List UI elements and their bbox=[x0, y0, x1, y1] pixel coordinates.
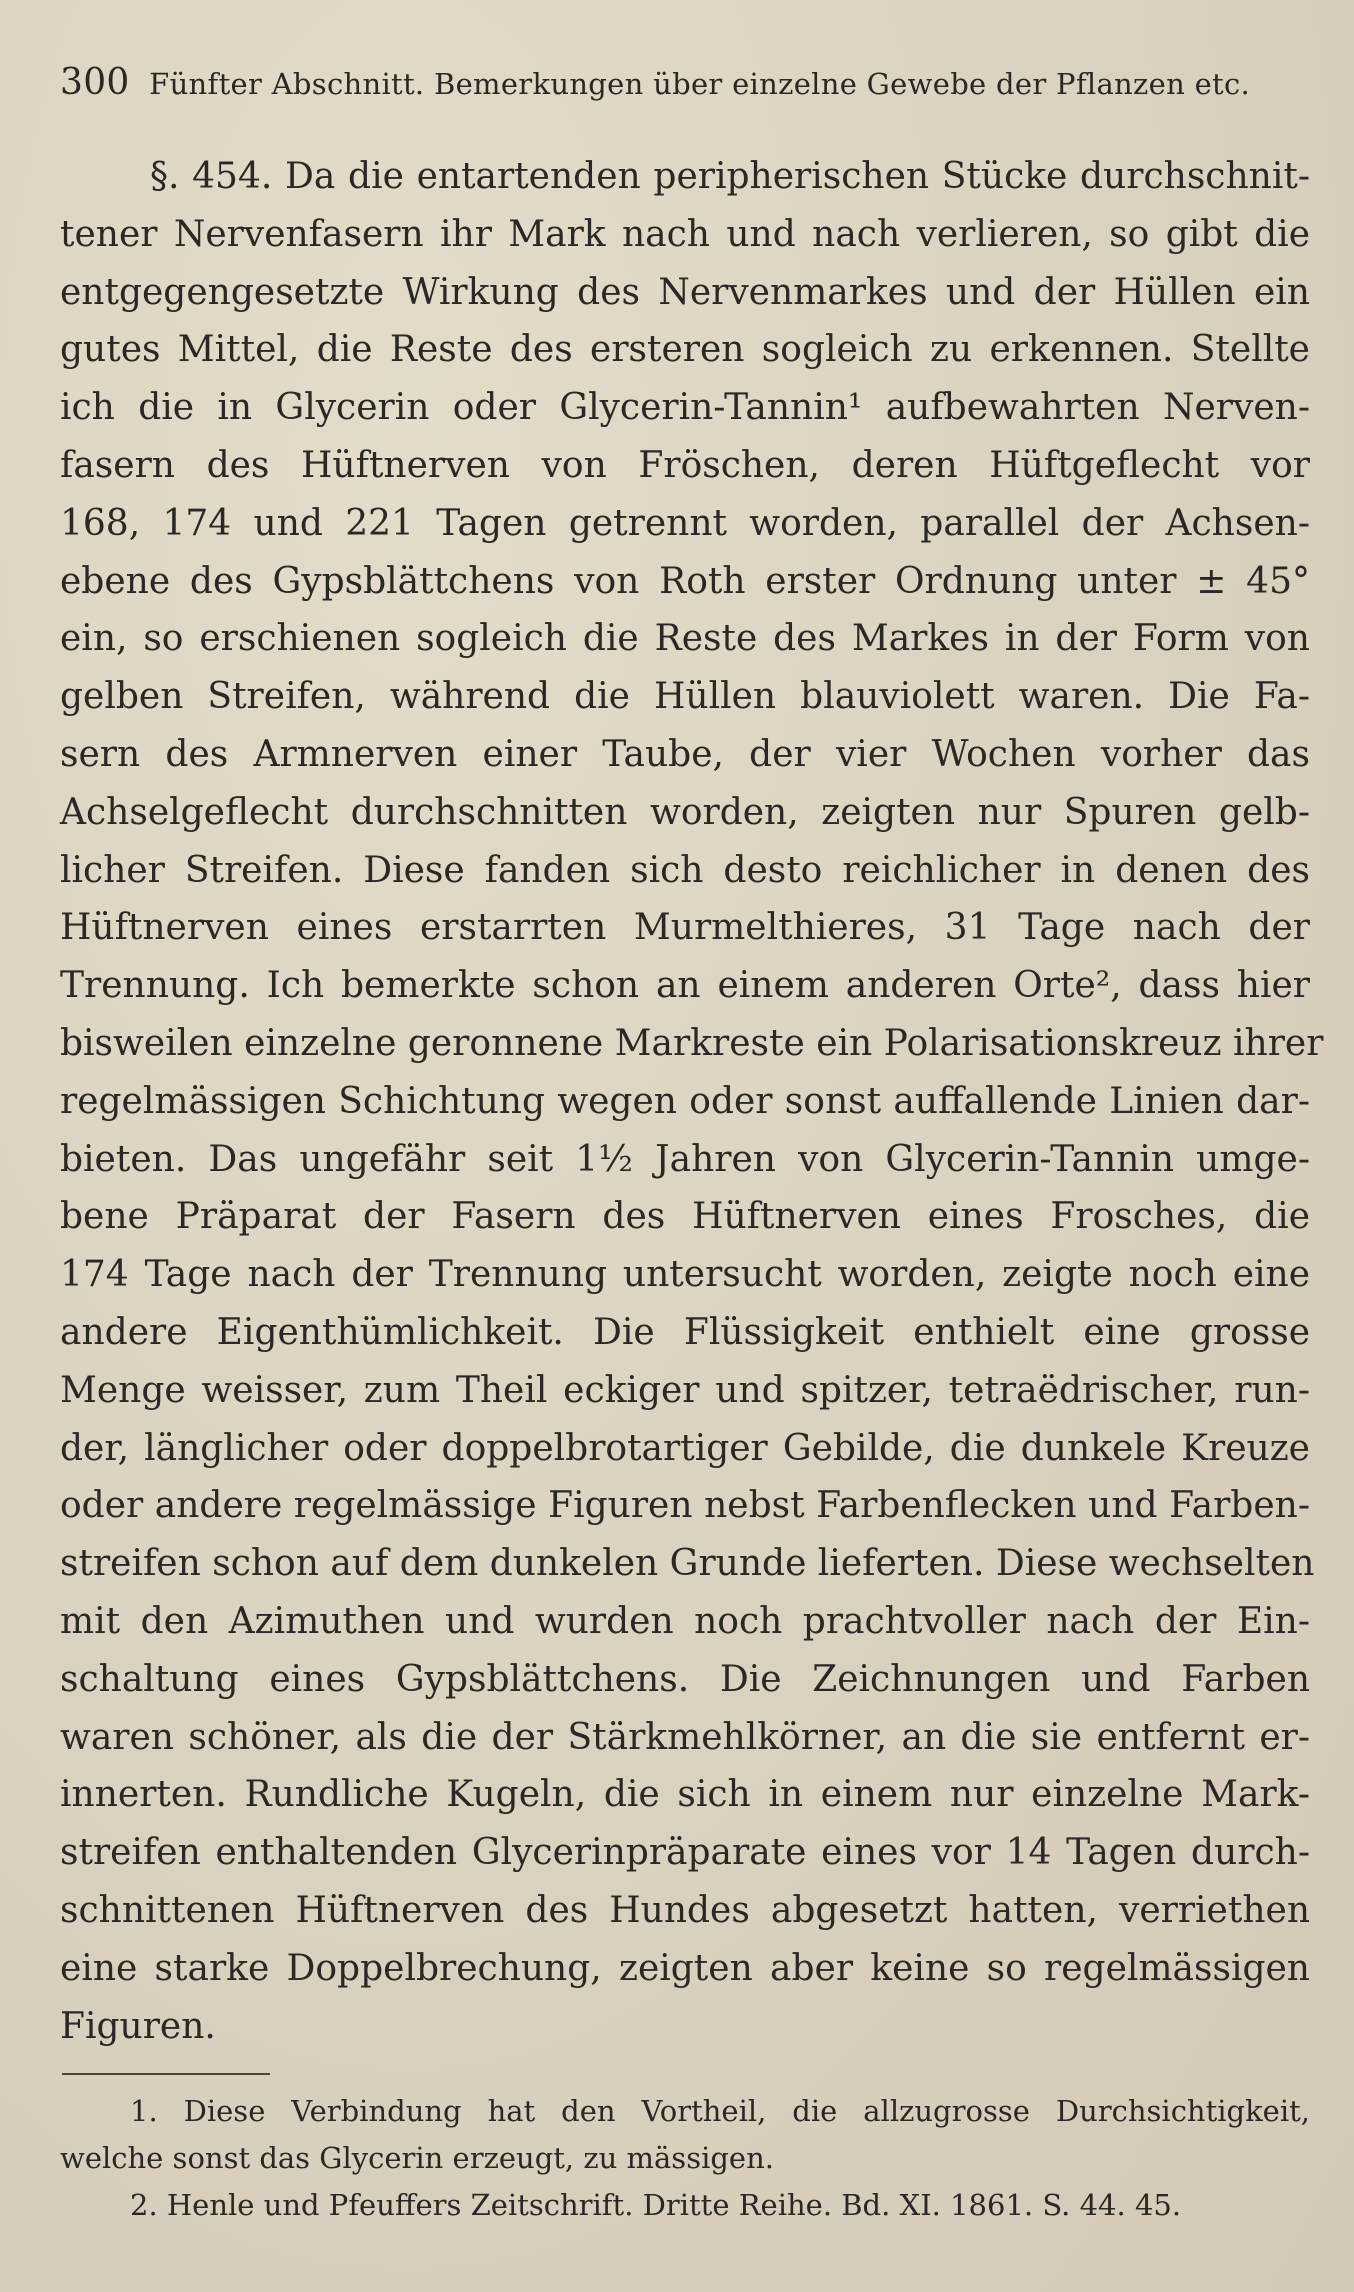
text-line: bieten. Das ungefähr seit 1½ Jahren von Glycerin-Tannin umge- bbox=[60, 1138, 1310, 1180]
text-line: entgegengesetzte Wirkung des Nervenmarkes und der Hüllen ein bbox=[60, 271, 1310, 313]
text-line: streifen schon auf dem dunkelen Grunde lieferten. Diese wechselten bbox=[60, 1543, 1315, 1585]
text-line: §. 454. Da die entartenden peripherischen Stücke durchschnit- bbox=[150, 156, 1310, 197]
text-line: Figuren. bbox=[60, 2005, 216, 2047]
text-line: streifen enthaltenden Glycerinpräparate eines vor 14 Tagen durch- bbox=[60, 1832, 1310, 1874]
text-line: Menge weisser, zum Theil eckiger und spitzer, tetraëdrischer, run- bbox=[60, 1369, 1310, 1411]
text-line: Hüftnerven eines erstarrten Murmelthieres, 31 Tage nach der bbox=[60, 907, 1310, 949]
footnote-1-line-2: welche sonst das Glycerin erzeugt, zu mässigen. bbox=[60, 2141, 774, 2175]
text-line: tener Nervenfasern ihr Mark nach und nach verlieren, so gibt die bbox=[60, 213, 1310, 255]
running-title: Fünfter Abschnitt. Bemerkungen über einzelne Gewebe der Pflanzen etc. bbox=[149, 67, 1251, 101]
section-454-paragraph bbox=[60, 148, 1324, 2055]
text-line: sern des Armnerven einer Taube, der vier Wochen vorher das bbox=[60, 733, 1310, 775]
footnote-divider bbox=[62, 2073, 270, 2075]
text-line: der, länglicher oder doppelbrotartiger Gebilde, die dunkele Kreuze bbox=[60, 1427, 1310, 1469]
footnote-2: 2. Henle und Pfeuffers Zeitschrift. Dritte Reihe. Bd. XI. 1861. S. 44. 45. bbox=[130, 2188, 1182, 2222]
text-line: ich die in Glycerin oder Glycerin-Tannin¹ aufbewahrten Nerven- bbox=[60, 387, 1310, 429]
text-line: 168, 174 und 221 Tagen getrennt worden, parallel der Achsen- bbox=[60, 502, 1310, 544]
text-line: andere Eigenthümlichkeit. Die Flüssigkeit enthielt eine grosse bbox=[60, 1311, 1310, 1353]
text-line: fasern des Hüftnerven von Fröschen, deren Hüftgeflecht vor bbox=[60, 444, 1310, 486]
text-line: oder andere regelmässige Figuren nebst Farbenflecken und Farben- bbox=[60, 1485, 1310, 1527]
text-line: bisweilen einzelne geronnene Markreste ein Polarisationskreuz ihrer bbox=[60, 1022, 1324, 1064]
text-line: gelben Streifen, während die Hüllen blauviolett waren. Die Fa- bbox=[60, 676, 1310, 718]
text-line: Achselgeflecht durchschnitten worden, zeigten nur Spuren gelb- bbox=[60, 791, 1310, 833]
text-line: regelmässigen Schichtung wegen oder sonst auffallende Linien dar- bbox=[60, 1080, 1310, 1122]
text-line: Trennung. Ich bemerkte schon an einem anderen Orte², dass hier bbox=[60, 965, 1310, 1007]
text-line: schaltung eines Gypsblättchens. Die Zeichnungen und Farben bbox=[60, 1658, 1310, 1700]
page-number: 300 bbox=[60, 62, 130, 103]
text-line: waren schöner, als die der Stärkmehlkörner, an die sie entfernt er- bbox=[60, 1716, 1310, 1758]
text-line: innerten. Rundliche Kugeln, die sich in einem nur einzelne Mark- bbox=[60, 1774, 1310, 1816]
text-line: mit den Azimuthen und wurden noch prachtvoller nach der Ein- bbox=[60, 1600, 1310, 1642]
footnotes bbox=[60, 2088, 1310, 2229]
text-line: schnittenen Hüftnerven des Hundes abgesetzt hatten, verriethen bbox=[60, 1889, 1310, 1931]
text-line: ein, so erschienen sogleich die Reste des Markes in der Form von bbox=[60, 618, 1310, 660]
running-header bbox=[60, 62, 1310, 103]
text-line: eine starke Doppelbrechung, zeigten aber keine so regelmässigen bbox=[60, 1947, 1310, 1989]
text-line: bene Präparat der Fasern des Hüftnerven eines Frosches, die bbox=[60, 1196, 1310, 1238]
text-line: ebene des Gypsblättchens von Roth erster Ordnung unter ± 45° bbox=[60, 560, 1310, 602]
text-line: licher Streifen. Diese fanden sich desto reichlicher in denen des bbox=[60, 849, 1310, 891]
text-line: 174 Tage nach der Trennung untersucht worden, zeigte noch eine bbox=[60, 1254, 1310, 1296]
footnote-1-line-1: 1. Diese Verbindung hat den Vortheil, die allzugrosse Durchsichtigkeit, bbox=[130, 2094, 1310, 2128]
text-line: gutes Mittel, die Reste des ersteren sogleich zu erkennen. Stellte bbox=[60, 329, 1310, 371]
